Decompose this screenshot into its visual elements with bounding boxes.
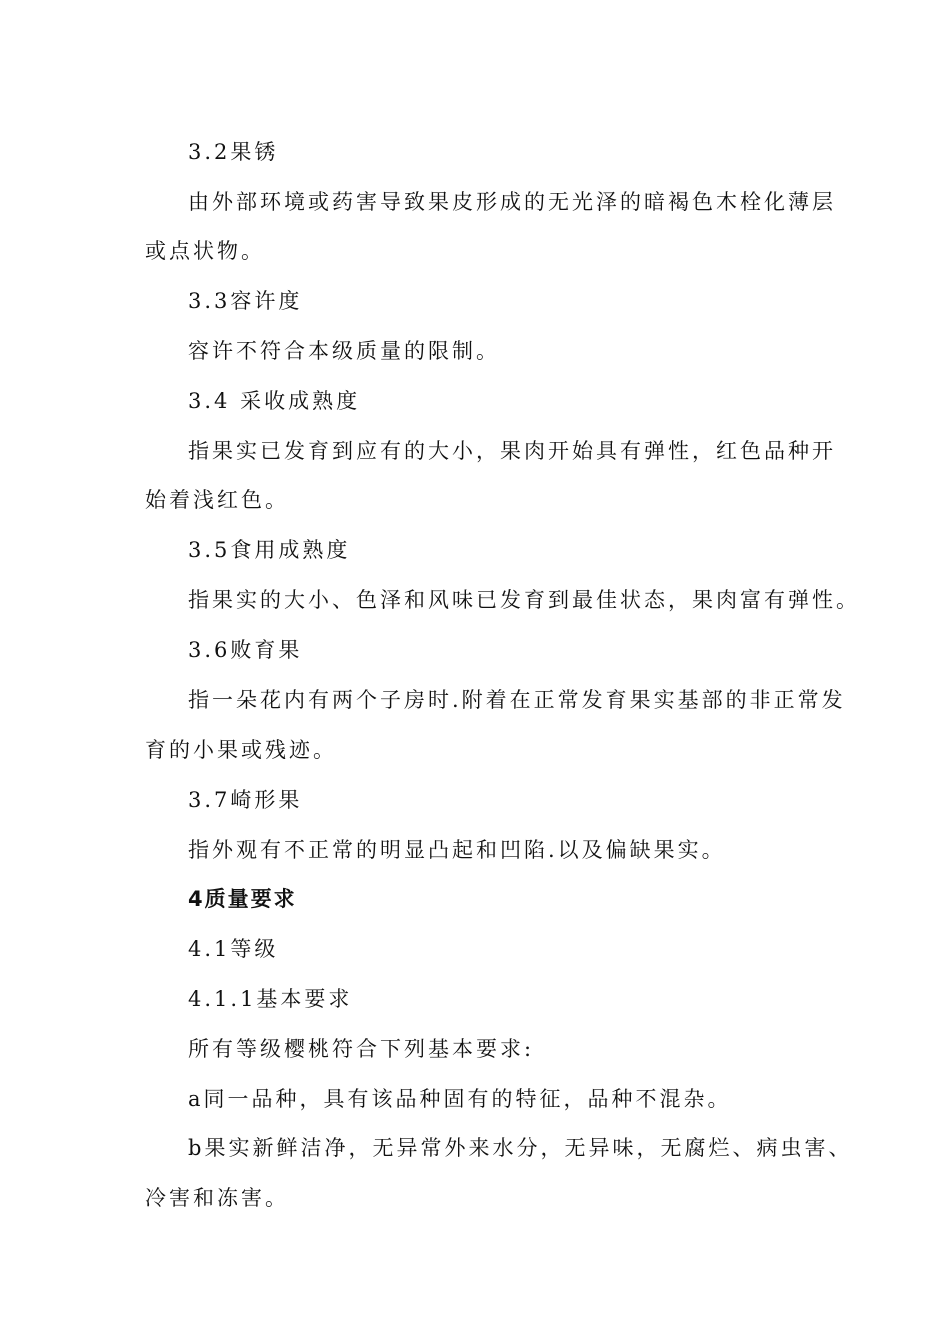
section-heading-3-6: 3.6败育果 <box>188 638 303 662</box>
section-heading-3-4: 3.4 采收成熟度 <box>188 389 361 413</box>
paragraph-line: 冷害和冻害。 <box>145 1186 289 1210</box>
paragraph-line: 容许不符合本级质量的限制。 <box>188 339 500 363</box>
section-heading-3-7: 3.7崎形果 <box>188 788 303 812</box>
paragraph-line: 指果实已发育到应有的大小，果肉开始具有弹性，红色品种开 <box>188 439 836 463</box>
list-item-a: a同一品种，具有该品种固有的特征，品种不混杂。 <box>188 1087 732 1111</box>
paragraph-line: 育的小果或残迹。 <box>145 738 337 762</box>
paragraph-line: 所有等级樱桃符合下列基本要求: <box>188 1037 535 1061</box>
paragraph-line: 指一朵花内有两个子房时.附着在正常发育果实基部的非正常发 <box>188 688 846 712</box>
section-heading-4-1: 4.1等级 <box>188 937 279 961</box>
paragraph-line: 由外部环境或药害导致果皮形成的无光泽的暗褐色木栓化薄层 <box>188 190 836 214</box>
list-item-b: b果实新鲜洁净，无异常外来水分，无异味，无腐烂、病虫害、 <box>188 1136 853 1160</box>
section-heading-3-5: 3.5食用成熟度 <box>188 538 351 562</box>
paragraph-line: 指果实的大小、色泽和风味已发育到最佳状态，果肉富有弹性。 <box>188 588 860 612</box>
section-heading-3-2: 3.2果锈 <box>188 140 279 164</box>
paragraph-line: 或点状物。 <box>145 239 265 263</box>
section-heading-4-1-1: 4.1.1基本要求 <box>188 987 353 1011</box>
section-heading-4: 4质量要求 <box>188 887 297 911</box>
section-heading-3-3: 3.3容许度 <box>188 289 303 313</box>
paragraph-line: 始着浅红色。 <box>145 488 289 512</box>
paragraph-line: 指外观有不正常的明显凸起和凹陷.以及偏缺果实。 <box>188 838 726 862</box>
